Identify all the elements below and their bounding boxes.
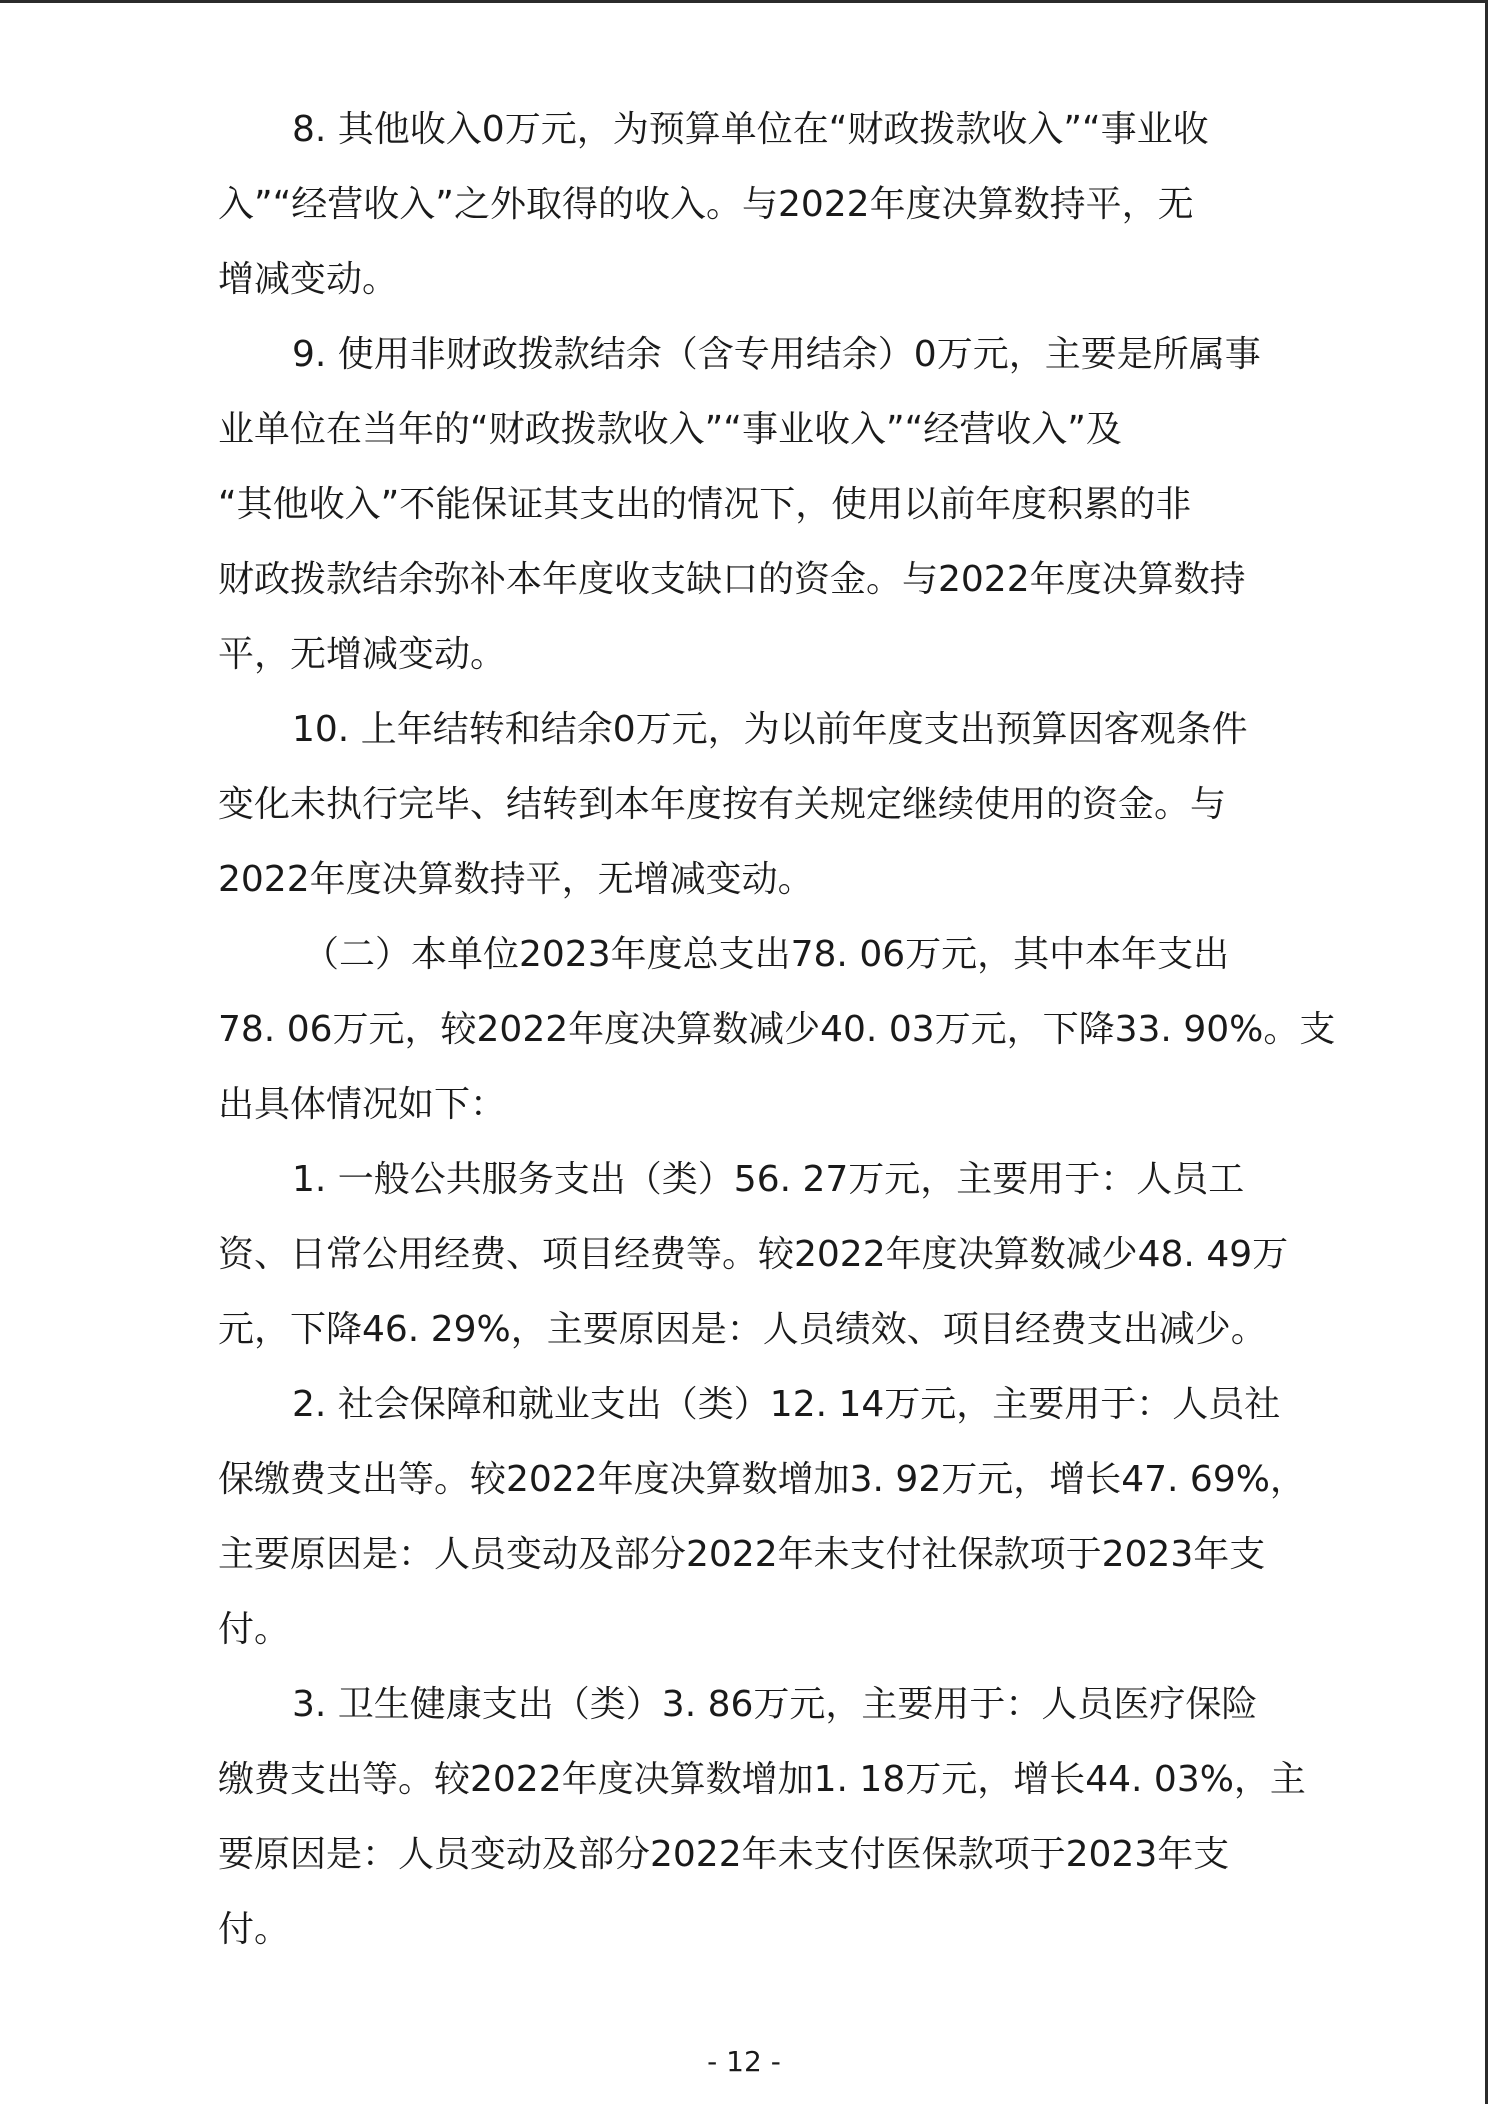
- paragraph-other-income-line-2: 入”“经营收入”之外取得的收入。与2022年度决算数持平，无: [218, 184, 1194, 225]
- section-total-expenditure-line-2: 78. 06万元，较2022年度决算数减少40. 03万元，下降33. 90%。支: [218, 1009, 1336, 1050]
- paragraph-carryover-line-3: 2022年度决算数持平，无增减变动。: [218, 859, 814, 900]
- page-number: - 12 -: [707, 2045, 781, 2078]
- section-total-expenditure-line-3: 出具体情况如下：: [218, 1084, 507, 1125]
- paragraph-general-public-services-line-2: 资、日常公用经费、项目经费等。较2022年度决算数减少48. 49万: [218, 1234, 1289, 1275]
- paragraph-other-income-line-3: 增减变动。: [218, 259, 399, 300]
- paragraph-other-income-line-1: 8. 其他收入0万元，为预算单位在“财政拨款收入”“事业收: [292, 109, 1209, 150]
- section-total-expenditure-line-1: （二）本单位2023年度总支出78. 06万元，其中本年支出: [303, 934, 1230, 975]
- paragraph-non-fiscal-balance-line-2: 业单位在当年的“财政拨款收入”“事业收入”“经营收入”及: [218, 409, 1122, 450]
- document-body: [218, 92, 1336, 1967]
- paragraph-social-security-line-4: 付。: [218, 1609, 291, 1650]
- page-top-border: [0, 0, 1488, 3]
- paragraph-general-public-services-line-1: 1. 一般公共服务支出（类）56. 27万元，主要用于：人员工: [292, 1159, 1245, 1200]
- paragraph-non-fiscal-balance-line-1: 9. 使用非财政拨款结余（含专用结余）0万元，主要是所属事: [292, 334, 1261, 375]
- paragraph-non-fiscal-balance-line-5: 平，无增减变动。: [218, 634, 507, 675]
- paragraph-health-line-3: 要原因是：人员变动及部分2022年未支付医保款项于2023年支: [218, 1834, 1230, 1875]
- paragraph-health-line-4: 付。: [218, 1909, 291, 1950]
- paragraph-carryover-line-2: 变化未执行完毕、结转到本年度按有关规定继续使用的资金。与: [218, 784, 1227, 825]
- paragraph-non-fiscal-balance-line-4: 财政拨款结余弥补本年度收支缺口的资金。与2022年度决算数持: [218, 559, 1246, 600]
- paragraph-health-line-2: 缴费支出等。较2022年度决算数增加1. 18万元，增长44. 03%，主: [218, 1759, 1306, 1800]
- paragraph-health-line-1: 3. 卫生健康支出（类）3. 86万元，主要用于：人员医疗保险: [292, 1684, 1258, 1725]
- paragraph-non-fiscal-balance-line-3: “其他收入”不能保证其支出的情况下，使用以前年度积累的非: [218, 484, 1192, 525]
- paragraph-general-public-services-line-3: 元，下降46. 29%，主要原因是：人员绩效、项目经费支出减少。: [218, 1309, 1267, 1350]
- paragraph-social-security-line-2: 保缴费支出等。较2022年度决算数增加3. 92万元，增长47. 69%，: [218, 1459, 1306, 1500]
- paragraph-social-security-line-1: 2. 社会保障和就业支出（类）12. 14万元，主要用于：人员社: [292, 1384, 1281, 1425]
- paragraph-social-security-line-3: 主要原因是：人员变动及部分2022年未支付社保款项于2023年支: [218, 1534, 1266, 1575]
- paragraph-carryover-line-1: 10. 上年结转和结余0万元，为以前年度支出预算因客观条件: [292, 709, 1248, 750]
